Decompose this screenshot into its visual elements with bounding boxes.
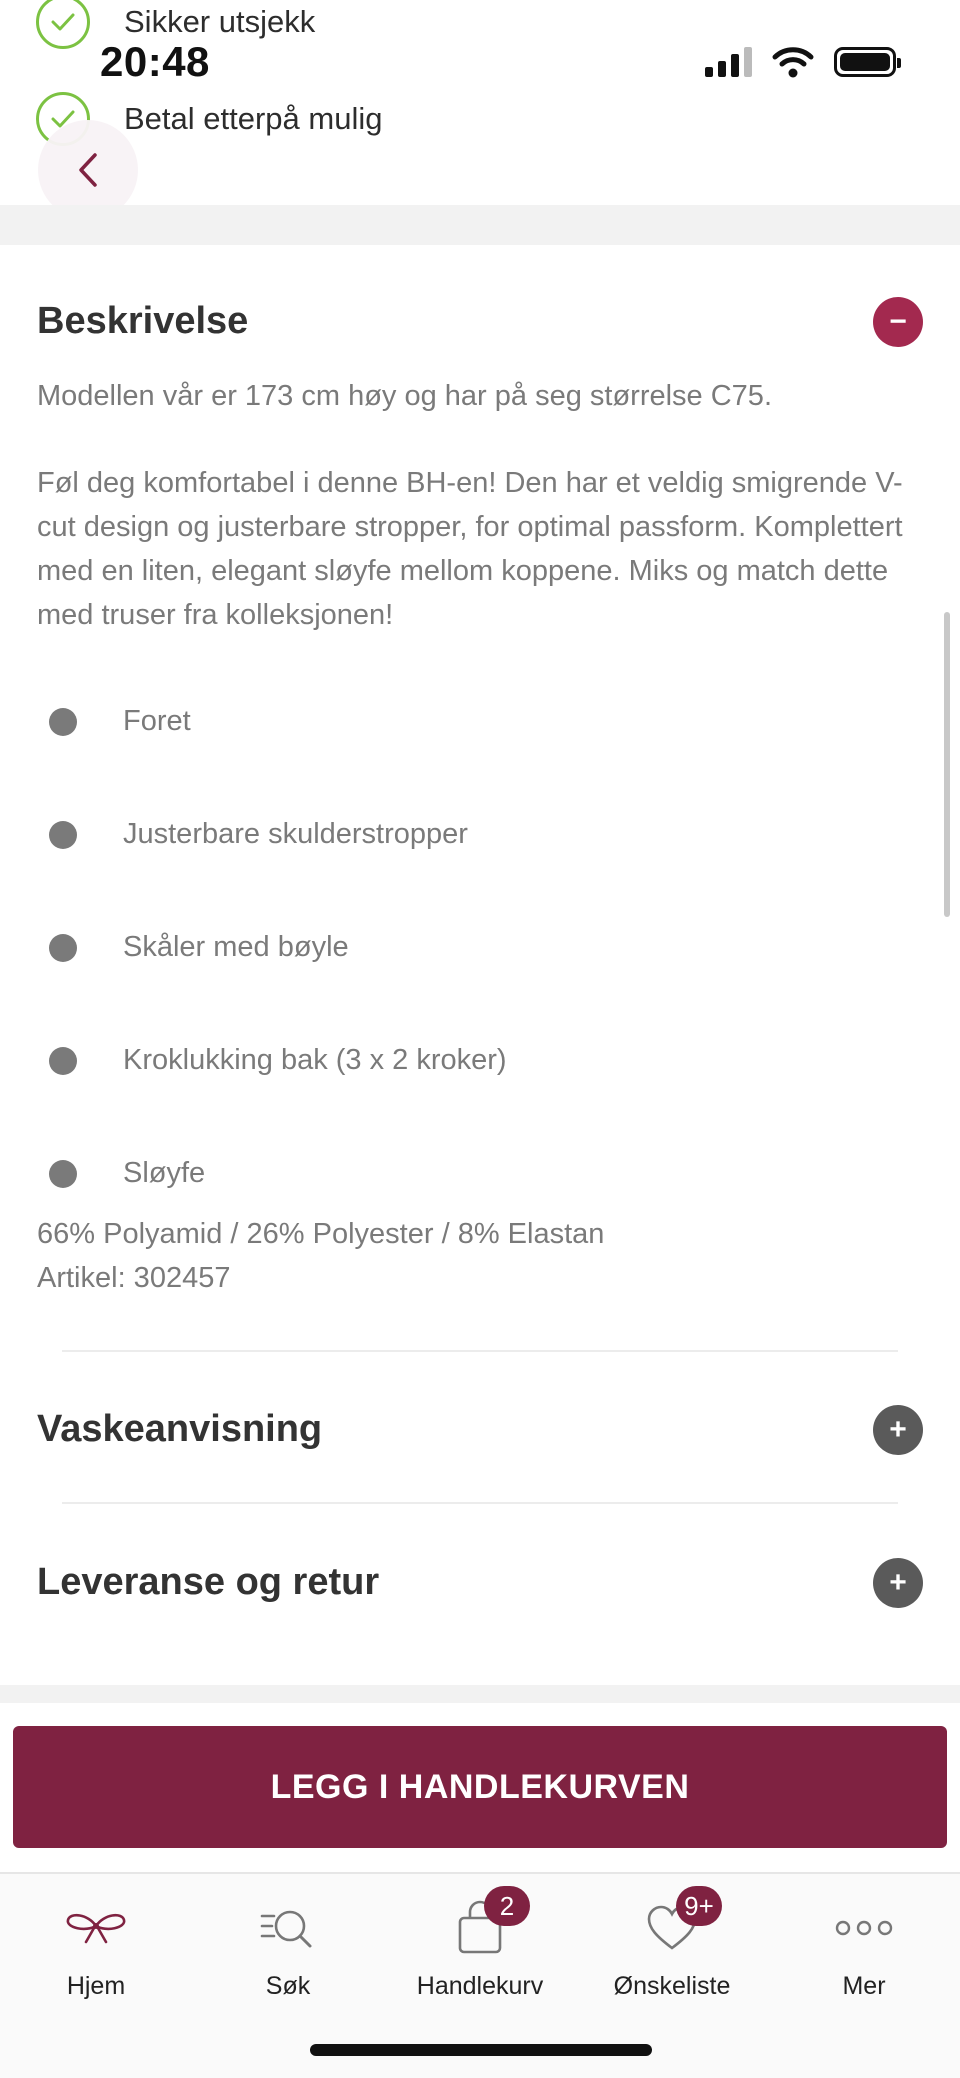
search-icon bbox=[260, 1892, 316, 1964]
bullet-icon bbox=[49, 934, 77, 962]
feature-label: Sløyfe bbox=[123, 1157, 206, 1189]
list-item bbox=[37, 891, 907, 1004]
bullet-icon bbox=[49, 708, 77, 736]
feature-label: Kroklukking bak (3 x 2 kroker) bbox=[123, 1044, 507, 1076]
tab-cart[interactable] bbox=[384, 1892, 576, 2001]
cart-count-badge: 2 bbox=[484, 1886, 530, 1926]
feature-list bbox=[37, 665, 907, 1230]
tab-label: Søk bbox=[265, 1972, 311, 2000]
list-item bbox=[37, 778, 907, 891]
tab-label: Handlekurv bbox=[416, 1972, 544, 2000]
article-number: Artikel: 302457 bbox=[37, 1262, 231, 1294]
washing-title[interactable]: Vaskeanvisning bbox=[37, 1408, 323, 1450]
home-indicator[interactable] bbox=[310, 2044, 652, 2056]
status-icons bbox=[705, 46, 896, 78]
cellular-signal-icon bbox=[705, 47, 752, 77]
status-time: 20:48 bbox=[100, 38, 210, 85]
feature-label: Skåler med bøyle bbox=[123, 931, 349, 963]
plus-icon: + bbox=[889, 1413, 907, 1446]
bullet-icon bbox=[49, 1160, 77, 1188]
feature-label: Justerbare skulderstropper bbox=[123, 818, 468, 850]
section-separator bbox=[0, 1685, 960, 1703]
bow-icon bbox=[64, 1892, 128, 1964]
tab-more[interactable] bbox=[768, 1892, 960, 2001]
description-body: Føl deg komfortabel i denne BH-en! Den har et veldig smigrende V-cut design og justerbare stropper, for optimal passform. Komplettert med en liten, elegant sløyfe mellom koppene. Miks og match dette med truser fra kolleksjonen! bbox=[37, 467, 903, 631]
heart-icon bbox=[646, 1890, 714, 1964]
minus-icon: − bbox=[889, 305, 907, 338]
expand-toggle-washing[interactable] bbox=[873, 1405, 923, 1455]
bullet-icon bbox=[49, 1047, 77, 1075]
tab-label: Ønskeliste bbox=[613, 1972, 731, 2000]
plus-icon: + bbox=[889, 1566, 907, 1599]
material-composition: 66% Polyamid / 26% Polyester / 8% Elastan bbox=[37, 1218, 605, 1250]
more-icon bbox=[834, 1892, 894, 1964]
list-item bbox=[37, 665, 907, 778]
battery-icon bbox=[834, 47, 896, 77]
top-header bbox=[0, 0, 960, 205]
divider bbox=[62, 1350, 898, 1352]
description-title[interactable]: Beskrivelse bbox=[37, 300, 249, 342]
collapse-toggle[interactable] bbox=[873, 297, 923, 347]
divider bbox=[62, 1502, 898, 1504]
section-separator bbox=[0, 205, 960, 245]
bullet-icon bbox=[49, 821, 77, 849]
list-item bbox=[37, 1004, 907, 1117]
tab-home[interactable] bbox=[0, 1892, 192, 2001]
wishlist-count-badge: 9+ bbox=[676, 1886, 722, 1926]
feature-label: Foret bbox=[123, 705, 191, 737]
model-info: Modellen vår er 173 cm høy og har på seg størrelse C75. bbox=[37, 380, 772, 412]
tab-wishlist[interactable] bbox=[576, 1892, 768, 2001]
tab-label: Hjem bbox=[66, 1972, 126, 2000]
bag-icon bbox=[456, 1890, 515, 1964]
benefit-label: Betal etterpå mulig bbox=[124, 101, 383, 136]
expand-toggle-delivery[interactable] bbox=[873, 1558, 923, 1608]
wifi-icon bbox=[772, 46, 814, 78]
tab-label: Mer bbox=[842, 1972, 886, 2000]
chevron-left-icon bbox=[77, 152, 99, 188]
delivery-title[interactable]: Leveranse og retur bbox=[37, 1561, 380, 1603]
add-to-cart-button[interactable]: LEGG I HANDLEKURVEN bbox=[13, 1726, 947, 1848]
check-circle-icon bbox=[36, 0, 90, 49]
benefit-label: Sikker utsjekk bbox=[124, 4, 316, 39]
scrollbar[interactable] bbox=[944, 612, 950, 917]
tab-search[interactable] bbox=[192, 1892, 384, 2001]
